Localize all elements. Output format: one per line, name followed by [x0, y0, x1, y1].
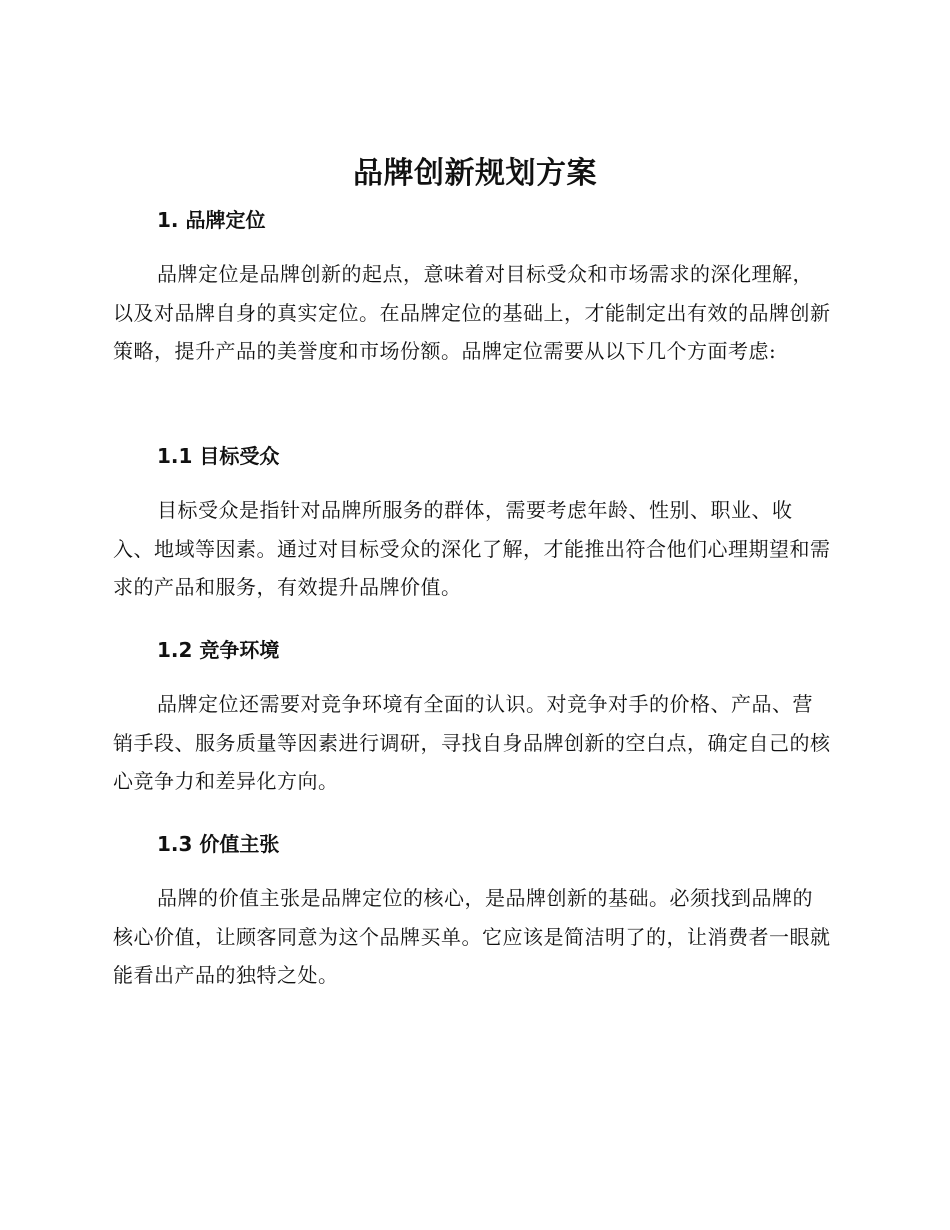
section-paragraph-value-proposition: 品牌的价值主张是品牌定位的核心，是品牌创新的基础。必须找到品牌的核心价值，让顾客同意为这个品牌买单。它应该是简洁明了的，让消费者一眼就能看出产品的独特之处。: [113, 886, 831, 987]
section-heading-brand-positioning: 1. 品牌定位: [157, 208, 266, 232]
section-paragraph-competitive-environment: 品牌定位还需要对竞争环境有全面的认识。对竞争对手的价格、产品、营销手段、服务质量等因素进行调研，寻找自身品牌创新的空白点，确定自己的核心竞争力和差异化方向。: [113, 692, 831, 793]
section-heading-target-audience: 1.1 目标受众: [157, 444, 280, 468]
section-heading-value-proposition: 1.3 价值主张: [157, 832, 280, 856]
document-title: 品牌创新规划方案: [353, 156, 597, 191]
section-heading-competitive-environment: 1.2 竞争环境: [157, 638, 280, 662]
section-paragraph-target-audience: 目标受众是指针对品牌所服务的群体，需要考虑年龄、性别、职业、收入、地域等因素。通过对目标受众的深化了解，才能推出符合他们心理期望和需求的产品和服务，有效提升品牌价值。: [113, 498, 831, 599]
section-paragraph-brand-positioning: 品牌定位是品牌创新的起点，意味着对目标受众和市场需求的深化理解，以及对品牌自身的真实定位。在品牌定位的基础上，才能制定出有效的品牌创新策略，提升产品的美誉度和市场份额。品牌定位需要从以下几个方面考虑:: [113, 262, 831, 363]
